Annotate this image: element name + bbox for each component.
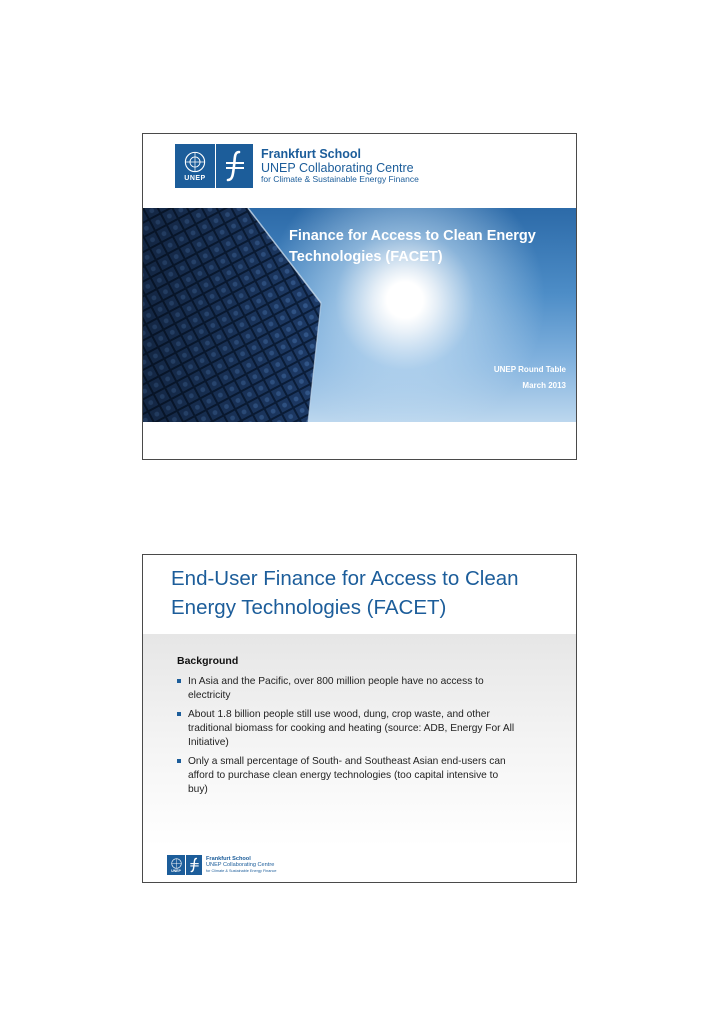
bullet-square-icon	[177, 759, 181, 763]
logo-line-2: UNEP Collaborating Centre	[261, 160, 414, 175]
fs-integral-icon	[185, 855, 202, 875]
list-item: Only a small percentage of South- and Southeast Asian end-users can afford to purchase clean energy technologies (too capital intensive to buy)	[177, 755, 517, 797]
logo-line-1: Frankfurt School	[261, 147, 362, 162]
solar-panel-banner	[143, 208, 577, 422]
unep-logo: UNEP	[175, 144, 215, 188]
background-slide	[142, 554, 577, 883]
title-slide	[142, 133, 577, 460]
bullet-square-icon	[177, 712, 181, 716]
fs-integral-icon	[215, 144, 253, 188]
slide-title: Finance for Access to Clean Energy Technologies (FACET)	[289, 228, 536, 266]
frankfurt-school-logo	[175, 144, 419, 188]
bullet-list	[177, 675, 517, 802]
bullet-square-icon	[177, 679, 181, 683]
frankfurt-school-logo-small: UNEP Frankfurt School UNEP Collaborating Centre for Climate & Sustainable Energy Finance	[167, 855, 277, 875]
list-item: In Asia and the Pacific, over 800 million people have no access to electricity	[177, 675, 517, 703]
un-emblem-icon	[171, 858, 182, 869]
event-date: March 2013	[522, 381, 566, 390]
un-emblem-icon	[184, 151, 206, 173]
list-item: About 1.8 billion people still use wood, dung, crop waste, and other traditional biomass for cooking and heating (source: ADB, Energy For All Initiative)	[177, 708, 517, 750]
event-name: UNEP Round Table	[493, 365, 566, 374]
logo-line-3: for Climate & Sustainable Energy Finance	[261, 173, 419, 184]
slide-title: End-User Finance for Access to Clean Energy Technologies (FACET)	[171, 567, 519, 619]
slide-body	[143, 634, 577, 846]
unep-logo: UNEP	[167, 855, 185, 875]
section-heading: Background	[177, 655, 239, 667]
